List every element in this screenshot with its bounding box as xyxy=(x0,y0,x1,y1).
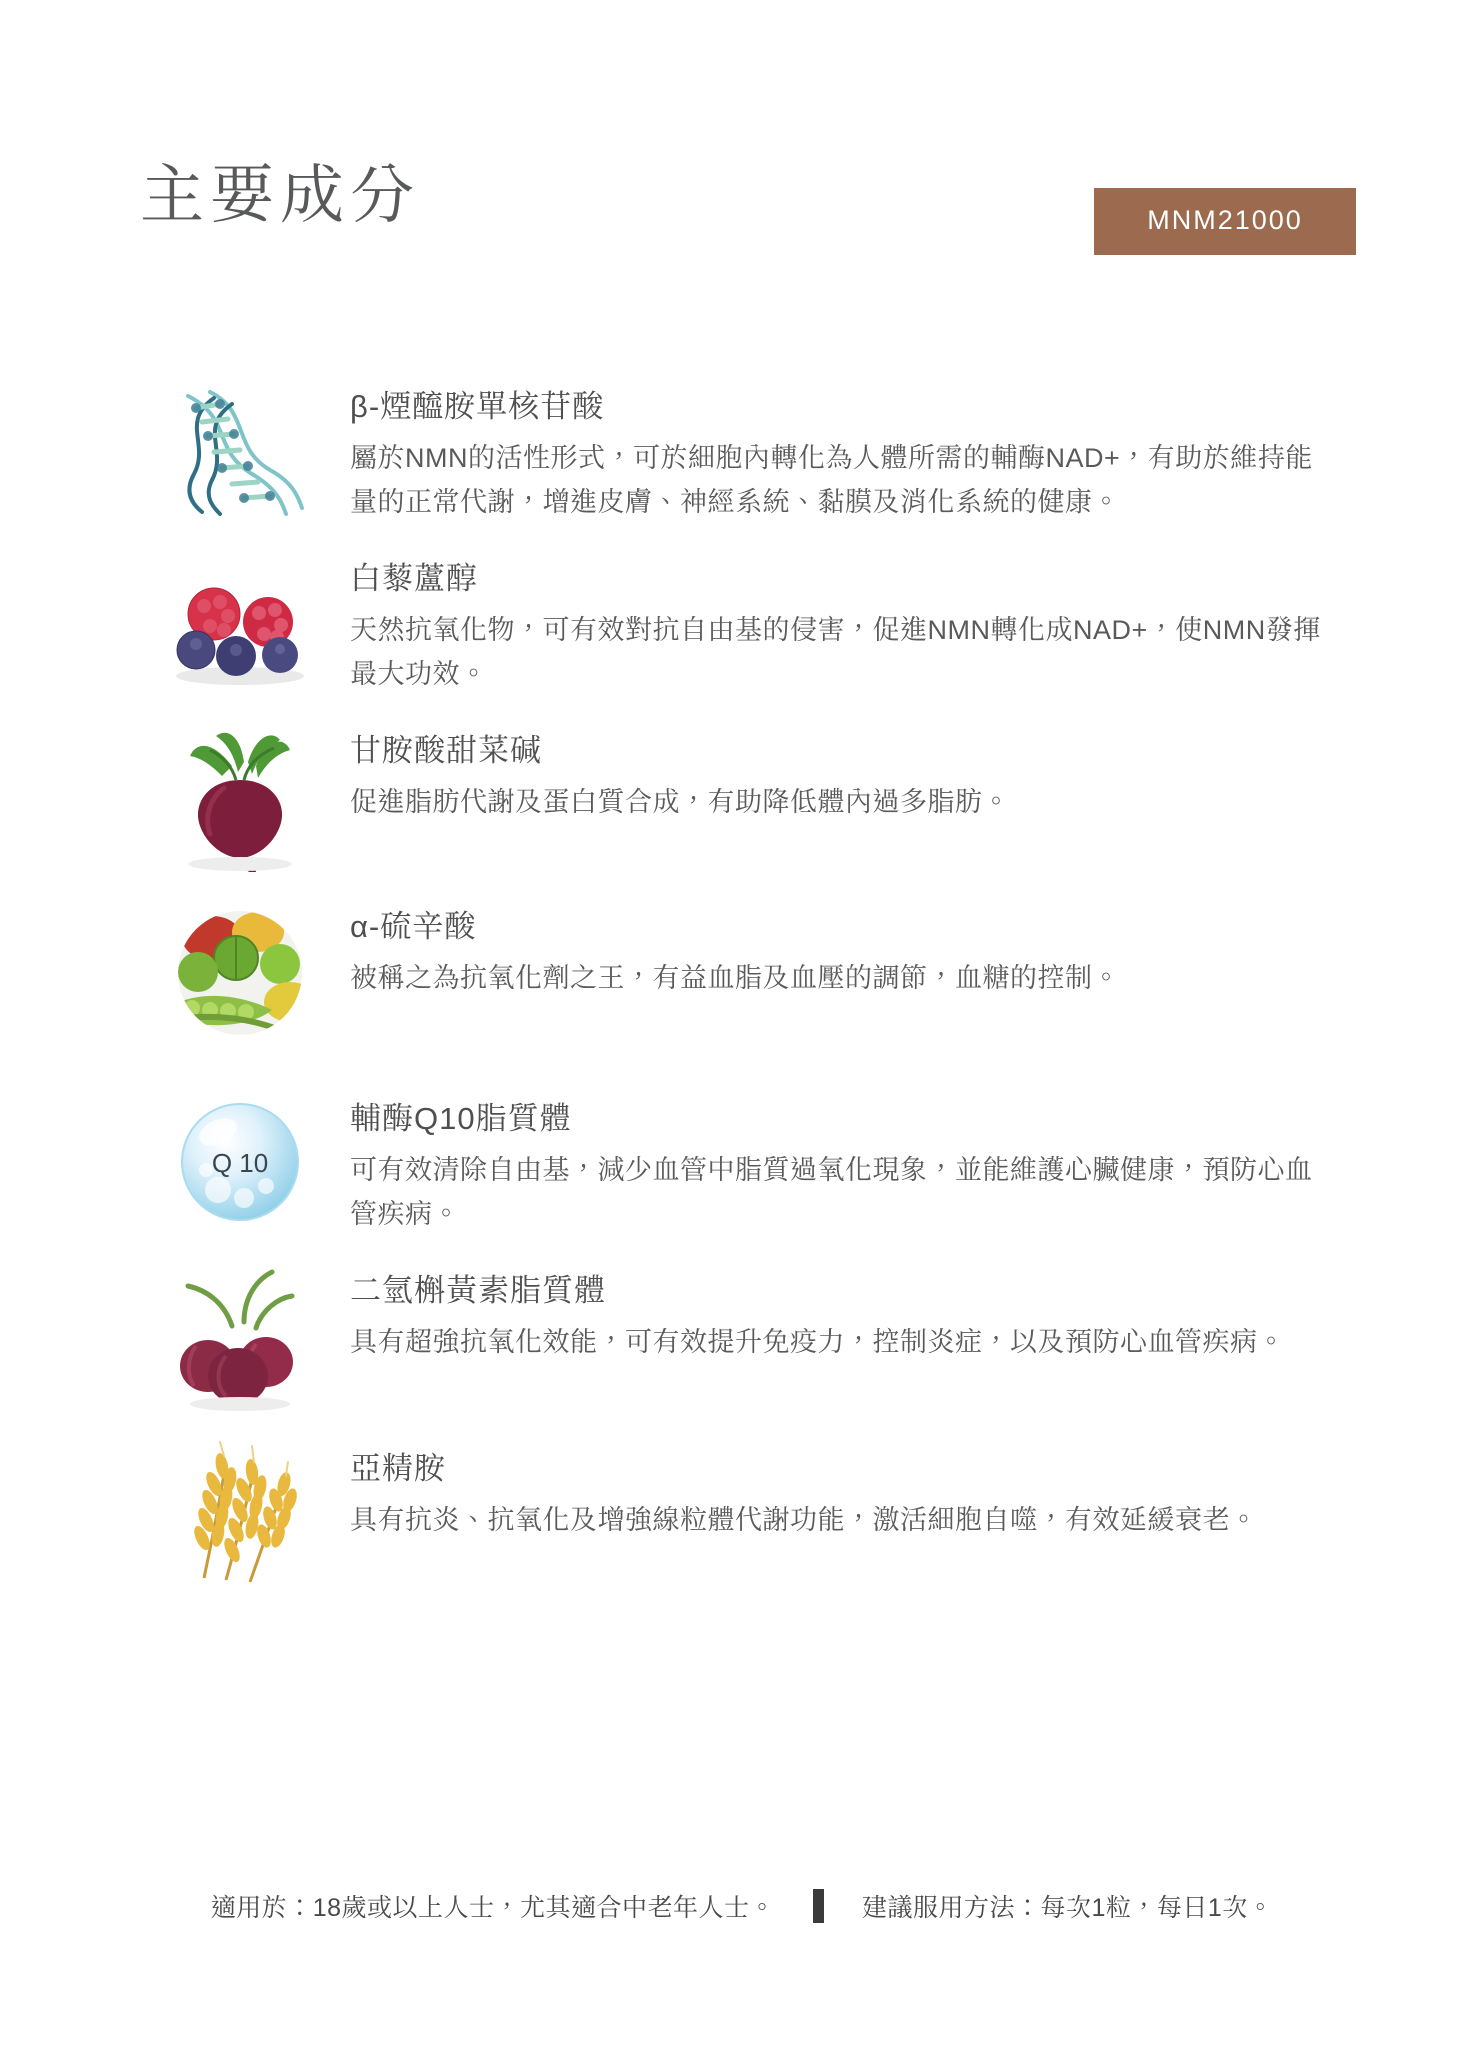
ingredient-text-block xyxy=(350,1440,1364,1543)
page-header xyxy=(0,160,1484,280)
page-footer xyxy=(0,1888,1484,1924)
list-item xyxy=(0,898,1484,1048)
ingredient-description: 可有效清除自由基，減少血管中脂質過氧化現象，並能維護心臟健康，預防心血管疾病。 xyxy=(350,1155,1313,1229)
footer-usage: 建議服用方法：每次1粒，每日1次。 xyxy=(862,1894,1274,1922)
ingredient-text-block xyxy=(350,1262,1364,1365)
page-title: 主要成分 xyxy=(140,159,420,231)
ingredient-title: 亞精胺 xyxy=(350,1451,446,1486)
ingredient-text-block xyxy=(350,378,1364,525)
beetroot-icon xyxy=(140,722,340,872)
ingredient-description: 促進脂肪代謝及蛋白質合成，有助降低體內過多脂肪。 xyxy=(350,787,1010,818)
list-item xyxy=(0,1440,1484,1590)
ingredient-description: 屬於NMN的活性形式，可於細胞內轉化為人體所需的輔酶NAD+，有助於維持能量的正常代謝，增進皮膚、神經系統、黏膜及消化系統的健康。 xyxy=(350,443,1313,517)
list-item xyxy=(0,378,1484,528)
ingredient-text-block xyxy=(350,722,1364,825)
ingredient-description: 具有抗炎、抗氧化及增強線粒體代謝功能，激活細胞自噬，有效延緩衰老。 xyxy=(350,1505,1258,1536)
list-item xyxy=(0,1262,1484,1412)
q10-bubble-icon xyxy=(140,1090,340,1240)
dna-helix-icon xyxy=(140,378,340,528)
footer-separator xyxy=(813,1889,824,1923)
ingredient-text-block xyxy=(350,550,1364,697)
ingredient-text-block xyxy=(350,898,1364,1001)
ingredient-description: 被稱之為抗氧化劑之王，有益血脂及血壓的調節，血糖的控制。 xyxy=(350,963,1120,994)
red-onion-icon xyxy=(140,1262,340,1412)
ingredient-list xyxy=(0,378,1484,1590)
list-item xyxy=(0,550,1484,700)
vegetables-icon xyxy=(140,898,340,1048)
list-item xyxy=(0,1090,1484,1240)
ingredient-text-block xyxy=(350,1090,1364,1237)
list-item xyxy=(0,722,1484,872)
footer-suitable-for: 適用於：18歲或以上人士，尤其適合中老年人士。 xyxy=(210,1894,775,1922)
ingredient-description: 具有超強抗氧化效能，可有效提升免疫力，控制炎症，以及預防心血管疾病。 xyxy=(350,1327,1285,1358)
q10-icon-label: Q 10 xyxy=(211,1148,269,1178)
ingredient-title: 甘胺酸甜菜碱 xyxy=(350,733,542,768)
ingredient-description: 天然抗氧化物，可有效對抗自由基的侵害，促進NMN轉化成NAD+，使NMN發揮最大功效。 xyxy=(350,615,1321,689)
ingredient-title: 二氫槲黃素脂質體 xyxy=(350,1273,606,1308)
ingredient-title: α-硫辛酸 xyxy=(350,909,477,944)
ingredient-title: β-煙醯胺單核苷酸 xyxy=(350,389,605,424)
wheat-icon xyxy=(140,1440,340,1590)
ingredient-title: 白藜蘆醇 xyxy=(350,561,478,596)
product-code-badge: MNM21000 xyxy=(1094,188,1356,255)
berries-icon xyxy=(140,550,340,700)
ingredient-title: 輔酶Q10脂質體 xyxy=(350,1101,572,1136)
